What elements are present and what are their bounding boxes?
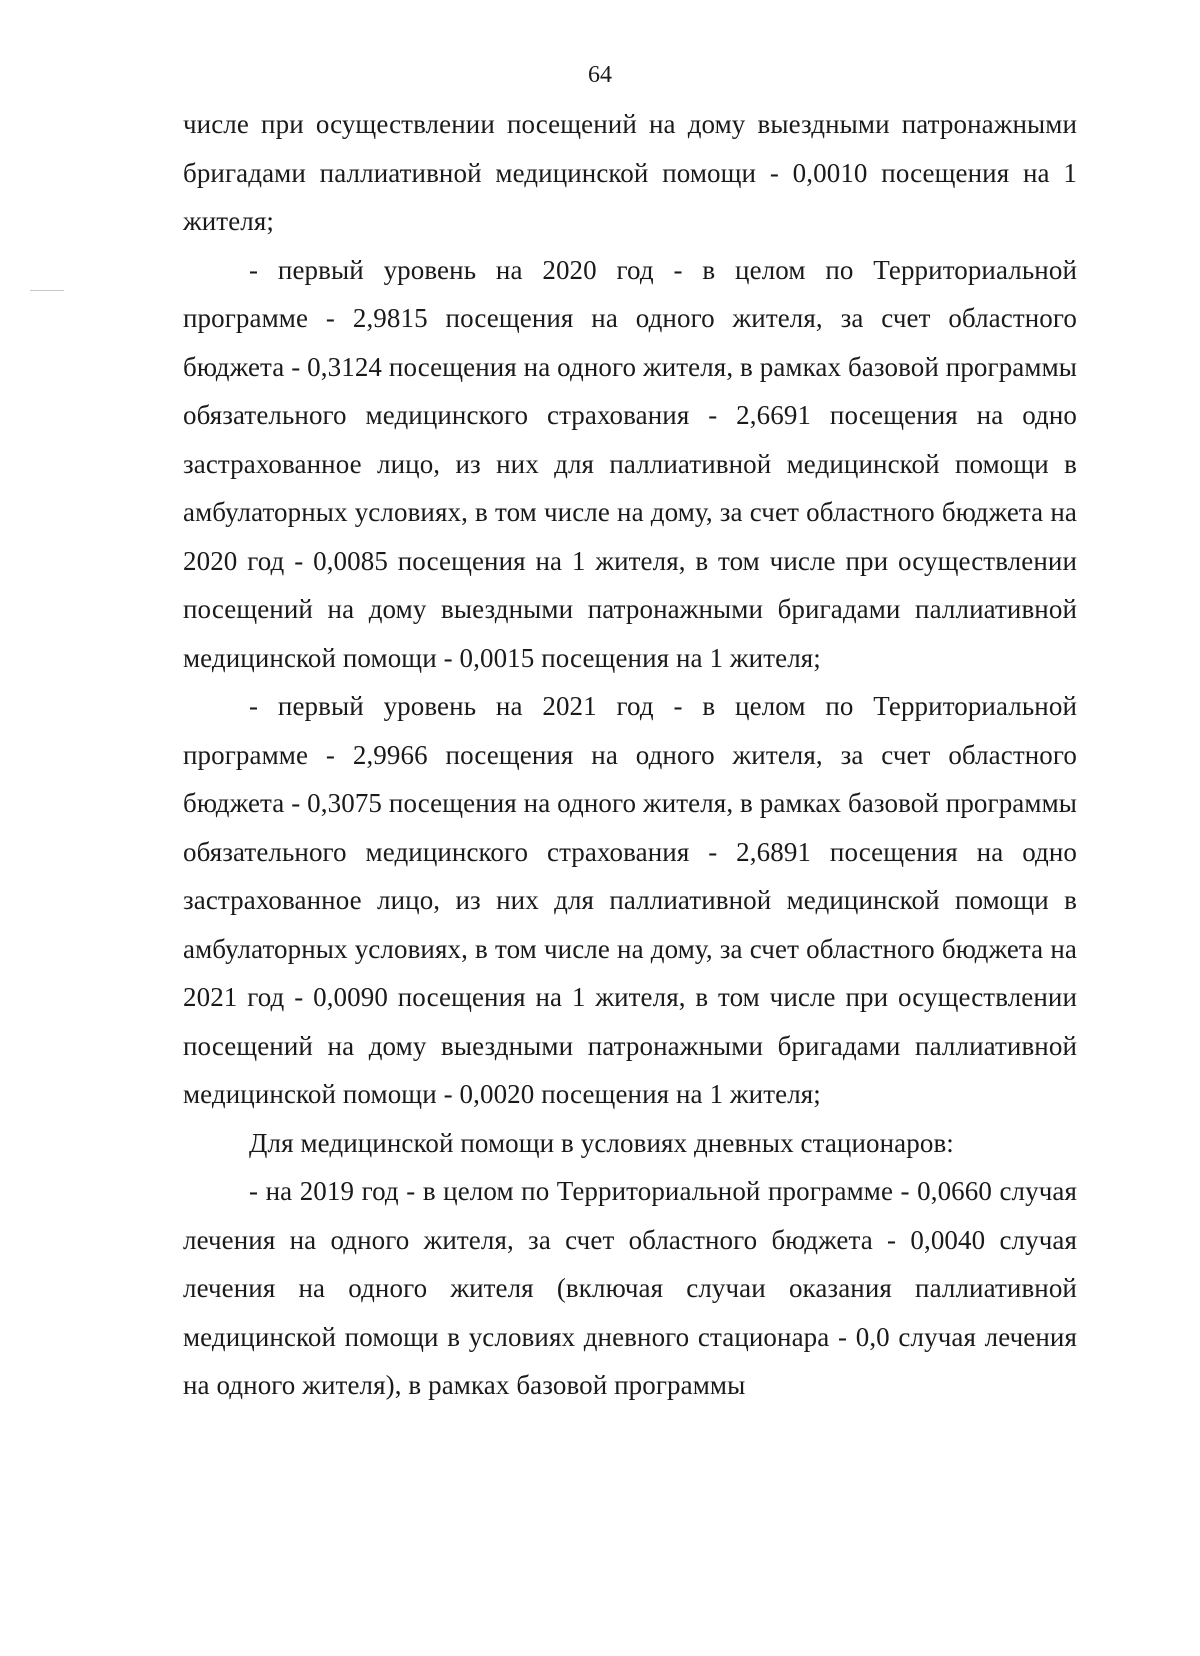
paragraph-day-hospital-2019: - на 2019 год - в целом по Территориальной программе - 0,0660 случая лечения на одного жителя, за счет областного бюджета - 0,0040 случая лечения на одного жителя (включая случаи оказания паллиативной медицинской помощи в условиях дневного стационара - 0,0 случая лечения на одного жителя), в рамках базовой программы bbox=[183, 1176, 1077, 1400]
scan-artifact-line bbox=[30, 290, 64, 291]
paragraph-continuation: числе при осуществлении посещений на дому выездными патронажными бригадами паллиативной медицинской помощи - 0,0010 посещения на 1 жителя; bbox=[183, 109, 1077, 236]
page-number: 64 bbox=[588, 62, 612, 88]
paragraph-day-hospital-heading: Для медицинской помощи в условиях дневных стационаров: bbox=[249, 1127, 954, 1158]
paragraph-first-level-2020: - первый уровень на 2020 год - в целом по Территориальной программе - 2,9815 посещения на одного жителя, за счет областного бюджета - 0,3124 посещения на одного жителя, в рамках базовой программы обязательного медицинского страхования - 2,6691 посещения на одно застрахованное лицо, из них для паллиативной медицинской помощи в амбулаторных условиях, в том числе на дому, за счет областного бюджета на 2020 год - 0,0085 посещения на 1 жителя, в том числе при осуществлении посещений на дому выездными патронажными бригадами паллиативной медицинской помощи - 0,0015 посещения на 1 жителя; bbox=[183, 254, 1077, 673]
paragraph-first-level-2021: - первый уровень на 2021 год - в целом по Территориальной программе - 2,9966 посещения на одного жителя, за счет областного бюджета - 0,3075 посещения на одного жителя, в рамках базовой программы обязательного медицинского страхования - 2,6891 посещения на одно застрахованное лицо, из них для паллиативной медицинской помощи в амбулаторных условиях, в том числе на дому, за счет областного бюджета на 2021 год - 0,0090 посещения на 1 жителя, в том числе при осуществлении посещений на дому выездными патронажными бригадами паллиативной медицинской помощи - 0,0020 посещения на 1 жителя; bbox=[183, 691, 1077, 1109]
body-text bbox=[183, 100, 1077, 1410]
